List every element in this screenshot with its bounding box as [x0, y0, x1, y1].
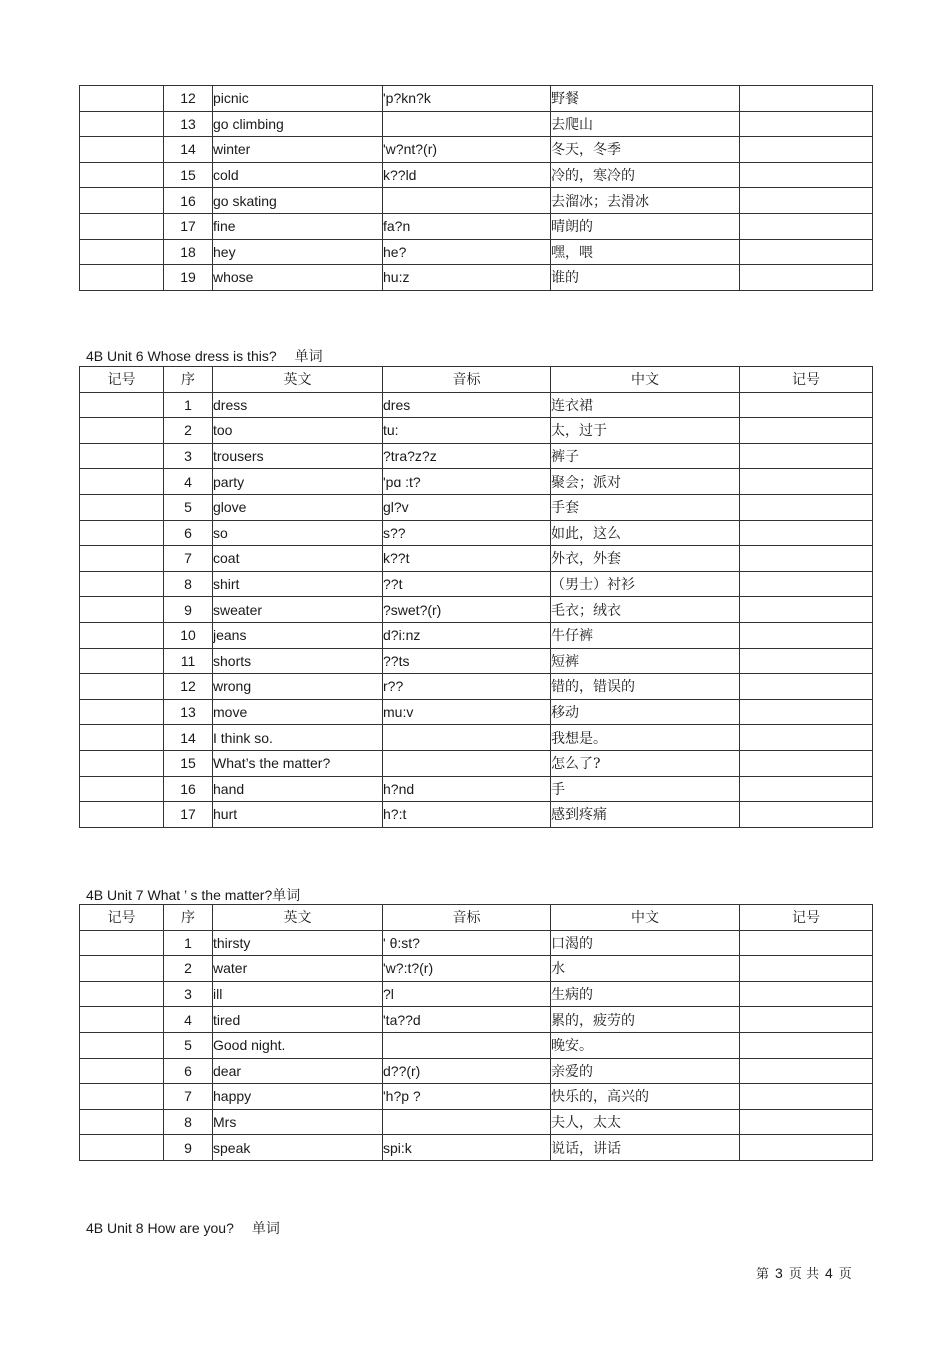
- chinese-cell: 谁的: [551, 265, 740, 291]
- chinese-cell: 亲爱的: [551, 1058, 740, 1084]
- mark-cell: [80, 520, 164, 546]
- mark-cell: [80, 1058, 164, 1084]
- chinese-cell: 裤子: [551, 443, 740, 469]
- chinese-cell: 冬天，冬季: [551, 137, 740, 163]
- english-cell: tired: [213, 1007, 383, 1033]
- english-cell: What’s the matter?: [213, 750, 383, 776]
- number-cell: 1: [164, 392, 213, 418]
- table-row: [80, 597, 873, 623]
- mark-cell: [740, 776, 873, 802]
- number-cell: 14: [164, 725, 213, 751]
- mark-cell: [740, 981, 873, 1007]
- mark-cell: [80, 494, 164, 520]
- english-cell: speak: [213, 1135, 383, 1161]
- number-cell: 15: [164, 750, 213, 776]
- english-cell: sweater: [213, 597, 383, 623]
- chinese-cell: 手套: [551, 494, 740, 520]
- mark-cell: [80, 418, 164, 444]
- mark-cell: [80, 699, 164, 725]
- table-row: [80, 469, 873, 495]
- number-cell: 15: [164, 162, 213, 188]
- mark-cell: [80, 111, 164, 137]
- phonetic-cell: r??: [383, 674, 551, 700]
- footer-label-end: 页: [838, 1267, 852, 1282]
- mark-cell: [740, 750, 873, 776]
- mark-cell: [740, 930, 873, 956]
- mark-cell: [740, 546, 873, 572]
- mark-cell: [740, 188, 873, 214]
- mark-cell: [80, 1084, 164, 1110]
- number-cell: 3: [164, 443, 213, 469]
- english-cell: move: [213, 699, 383, 725]
- phonetic-cell: 'p?kn?k: [383, 86, 551, 112]
- table-row: [80, 956, 873, 982]
- mark-cell: [740, 1032, 873, 1058]
- phonetic-cell: [383, 750, 551, 776]
- chinese-cell: 去爬山: [551, 111, 740, 137]
- chinese-cell: 我想是。: [551, 725, 740, 751]
- english-cell: fine: [213, 213, 383, 239]
- chinese-cell: 外衣，外套: [551, 546, 740, 572]
- chinese-cell: 如此，这么: [551, 520, 740, 546]
- number-cell: 6: [164, 1058, 213, 1084]
- table-row: [80, 188, 873, 214]
- phonetic-cell: d??(r): [383, 1058, 551, 1084]
- phonetic-cell: ??t: [383, 571, 551, 597]
- phonetic-cell: 'w?nt?(r): [383, 137, 551, 163]
- col-header-phonetic: 音标: [383, 367, 551, 393]
- mark-cell: [740, 622, 873, 648]
- phonetic-cell: [383, 1109, 551, 1135]
- phonetic-cell: d?i:nz: [383, 622, 551, 648]
- mark-cell: [740, 1109, 873, 1135]
- mark-cell: [740, 956, 873, 982]
- english-cell: dress: [213, 392, 383, 418]
- phonetic-cell: mu:v: [383, 699, 551, 725]
- mark-cell: [740, 699, 873, 725]
- number-cell: 17: [164, 802, 213, 828]
- chinese-cell: 说话，讲话: [551, 1135, 740, 1161]
- col-header-phonetic: 音标: [383, 905, 551, 931]
- unit7-heading: [86, 885, 300, 905]
- number-cell: 7: [164, 1084, 213, 1110]
- mark-cell: [740, 137, 873, 163]
- phonetic-cell: s??: [383, 520, 551, 546]
- phonetic-cell: h?nd: [383, 776, 551, 802]
- table-header-row: [80, 367, 873, 393]
- english-cell: thirsty: [213, 930, 383, 956]
- col-header-chinese: 中文: [551, 905, 740, 931]
- table-row: [80, 443, 873, 469]
- footer-label-of: 页 共: [788, 1267, 819, 1282]
- number-cell: 14: [164, 137, 213, 163]
- chinese-cell: 夫人，太太: [551, 1109, 740, 1135]
- chinese-cell: 口渴的: [551, 930, 740, 956]
- table-row: [80, 162, 873, 188]
- table-row: [80, 520, 873, 546]
- english-cell: whose: [213, 265, 383, 291]
- number-cell: 12: [164, 86, 213, 112]
- mark-cell: [80, 443, 164, 469]
- footer-label-page: 第: [756, 1267, 770, 1282]
- english-cell: hand: [213, 776, 383, 802]
- phonetic-cell: [383, 111, 551, 137]
- mark-cell: [80, 930, 164, 956]
- table-row: [80, 1109, 873, 1135]
- phonetic-cell: 'pɑ :t?: [383, 469, 551, 495]
- footer-page-number: 3: [775, 1265, 783, 1281]
- mark-cell: [80, 1032, 164, 1058]
- mark-cell: [80, 802, 164, 828]
- english-cell: ill: [213, 981, 383, 1007]
- table-row: [80, 1135, 873, 1161]
- mark-cell: [740, 571, 873, 597]
- english-cell: cold: [213, 162, 383, 188]
- unit7-title: 4B Unit 7 What ’ s the matter?: [86, 887, 273, 903]
- chinese-cell: 错的，错误的: [551, 674, 740, 700]
- phonetic-cell: 'h?p ?: [383, 1084, 551, 1110]
- english-cell: trousers: [213, 443, 383, 469]
- chinese-cell: （男士）衬衫: [551, 571, 740, 597]
- phonetic-cell: fa?n: [383, 213, 551, 239]
- mark-cell: [80, 750, 164, 776]
- unit7-tag: 单词: [272, 888, 301, 904]
- mark-cell: [740, 469, 873, 495]
- number-cell: 19: [164, 265, 213, 291]
- table-row: [80, 86, 873, 112]
- number-cell: 5: [164, 1032, 213, 1058]
- english-cell: party: [213, 469, 383, 495]
- english-cell: water: [213, 956, 383, 982]
- number-cell: 17: [164, 213, 213, 239]
- footer-total-pages: 4: [824, 1265, 833, 1281]
- table-row: [80, 239, 873, 265]
- table-row: [80, 981, 873, 1007]
- english-cell: wrong: [213, 674, 383, 700]
- phonetic-cell: ??ts: [383, 648, 551, 674]
- mark-cell: [740, 1084, 873, 1110]
- table-row: [80, 622, 873, 648]
- chinese-cell: 连衣裙: [551, 392, 740, 418]
- english-cell: too: [213, 418, 383, 444]
- english-cell: picnic: [213, 86, 383, 112]
- table-row: [80, 418, 873, 444]
- table-row: [80, 1058, 873, 1084]
- phonetic-cell: gl?v: [383, 494, 551, 520]
- col-header-num: 序: [164, 367, 213, 393]
- number-cell: 8: [164, 1109, 213, 1135]
- phonetic-cell: ?swet?(r): [383, 597, 551, 623]
- phonetic-cell: ?tra?z?z: [383, 443, 551, 469]
- vocab-table-unit7: [79, 904, 873, 1161]
- mark-cell: [80, 622, 164, 648]
- mark-cell: [80, 188, 164, 214]
- english-cell: go climbing: [213, 111, 383, 137]
- phonetic-cell: ' θ:st?: [383, 930, 551, 956]
- table-row: [80, 802, 873, 828]
- table-row: [80, 137, 873, 163]
- mark-cell: [80, 239, 164, 265]
- chinese-cell: 冷的，寒冷的: [551, 162, 740, 188]
- table-row: [80, 1084, 873, 1110]
- table-row: [80, 699, 873, 725]
- mark-cell: [740, 597, 873, 623]
- phonetic-cell: h?:t: [383, 802, 551, 828]
- table-row: [80, 725, 873, 751]
- number-cell: 13: [164, 111, 213, 137]
- english-cell: coat: [213, 546, 383, 572]
- mark-cell: [80, 1135, 164, 1161]
- english-cell: happy: [213, 1084, 383, 1110]
- mark-cell: [80, 674, 164, 700]
- mark-cell: [80, 776, 164, 802]
- number-cell: 16: [164, 776, 213, 802]
- number-cell: 4: [164, 469, 213, 495]
- mark-cell: [740, 802, 873, 828]
- mark-cell: [80, 137, 164, 163]
- phonetic-cell: he?: [383, 239, 551, 265]
- chinese-cell: 生病的: [551, 981, 740, 1007]
- number-cell: 12: [164, 674, 213, 700]
- table-row: [80, 930, 873, 956]
- col-header-english: 英文: [213, 905, 383, 931]
- unit8-title: 4B Unit 8 How are you?: [86, 1220, 234, 1236]
- page-footer: [756, 1263, 858, 1282]
- number-cell: 18: [164, 239, 213, 265]
- mark-cell: [80, 86, 164, 112]
- phonetic-cell: [383, 725, 551, 751]
- table-header-row: [80, 905, 873, 931]
- mark-cell: [740, 1135, 873, 1161]
- english-cell: winter: [213, 137, 383, 163]
- chinese-cell: 快乐的，高兴的: [551, 1084, 740, 1110]
- number-cell: 1: [164, 930, 213, 956]
- mark-cell: [740, 265, 873, 291]
- english-cell: hey: [213, 239, 383, 265]
- phonetic-cell: spi:k: [383, 1135, 551, 1161]
- number-cell: 5: [164, 494, 213, 520]
- mark-cell: [80, 648, 164, 674]
- english-cell: go skating: [213, 188, 383, 214]
- vocab-table-unit6: [79, 366, 873, 828]
- mark-cell: [740, 674, 873, 700]
- table-row: [80, 674, 873, 700]
- number-cell: 16: [164, 188, 213, 214]
- chinese-cell: 手: [551, 776, 740, 802]
- unit6-tag: 单词: [294, 349, 323, 365]
- phonetic-cell: k??ld: [383, 162, 551, 188]
- table-row: [80, 648, 873, 674]
- mark-cell: [740, 392, 873, 418]
- number-cell: 11: [164, 648, 213, 674]
- english-cell: Good night.: [213, 1032, 383, 1058]
- table-row: [80, 546, 873, 572]
- chinese-cell: 毛衣；绒衣: [551, 597, 740, 623]
- number-cell: 2: [164, 418, 213, 444]
- phonetic-cell: tu:: [383, 418, 551, 444]
- english-cell: so: [213, 520, 383, 546]
- phonetic-cell: [383, 1032, 551, 1058]
- phonetic-cell: k??t: [383, 546, 551, 572]
- chinese-cell: 移动: [551, 699, 740, 725]
- chinese-cell: 晴朗的: [551, 213, 740, 239]
- mark-cell: [740, 418, 873, 444]
- mark-cell: [80, 162, 164, 188]
- mark-cell: [80, 981, 164, 1007]
- number-cell: 10: [164, 622, 213, 648]
- mark-cell: [740, 1007, 873, 1033]
- number-cell: 8: [164, 571, 213, 597]
- phonetic-cell: 'w?:t?(r): [383, 956, 551, 982]
- chinese-cell: 嘿，喂: [551, 239, 740, 265]
- unit8-tag: 单词: [251, 1221, 280, 1237]
- chinese-cell: 聚会；派对: [551, 469, 740, 495]
- mark-cell: [80, 956, 164, 982]
- vocab-table-unit5-continued: [79, 85, 873, 291]
- table-row: [80, 392, 873, 418]
- number-cell: 13: [164, 699, 213, 725]
- number-cell: 4: [164, 1007, 213, 1033]
- number-cell: 7: [164, 546, 213, 572]
- col-header-mark2: 记号: [740, 905, 873, 931]
- mark-cell: [740, 725, 873, 751]
- table-row: [80, 1032, 873, 1058]
- mark-cell: [740, 648, 873, 674]
- table-row: [80, 571, 873, 597]
- english-cell: Mrs: [213, 1109, 383, 1135]
- mark-cell: [740, 213, 873, 239]
- mark-cell: [80, 1109, 164, 1135]
- mark-cell: [740, 520, 873, 546]
- mark-cell: [740, 239, 873, 265]
- table-row: [80, 111, 873, 137]
- chinese-cell: 累的，疲劳的: [551, 1007, 740, 1033]
- table-row: [80, 213, 873, 239]
- mark-cell: [80, 265, 164, 291]
- number-cell: 9: [164, 597, 213, 623]
- english-cell: glove: [213, 494, 383, 520]
- mark-cell: [740, 1058, 873, 1084]
- table-row: [80, 494, 873, 520]
- mark-cell: [80, 392, 164, 418]
- english-cell: hurt: [213, 802, 383, 828]
- mark-cell: [80, 1007, 164, 1033]
- table-row: [80, 776, 873, 802]
- chinese-cell: 水: [551, 956, 740, 982]
- unit6-title: 4B Unit 6 Whose dress is this?: [86, 348, 277, 364]
- mark-cell: [740, 86, 873, 112]
- phonetic-cell: 'ta??d: [383, 1007, 551, 1033]
- number-cell: 3: [164, 981, 213, 1007]
- mark-cell: [80, 725, 164, 751]
- mark-cell: [740, 443, 873, 469]
- number-cell: 9: [164, 1135, 213, 1161]
- mark-cell: [80, 597, 164, 623]
- mark-cell: [80, 546, 164, 572]
- chinese-cell: 怎么了?: [551, 750, 740, 776]
- phonetic-cell: [383, 188, 551, 214]
- english-cell: dear: [213, 1058, 383, 1084]
- mark-cell: [80, 213, 164, 239]
- english-cell: shorts: [213, 648, 383, 674]
- chinese-cell: 感到疼痛: [551, 802, 740, 828]
- chinese-cell: 晚安。: [551, 1032, 740, 1058]
- phonetic-cell: dres: [383, 392, 551, 418]
- mark-cell: [740, 494, 873, 520]
- phonetic-cell: hu:z: [383, 265, 551, 291]
- unit6-heading: [86, 346, 323, 366]
- number-cell: 2: [164, 956, 213, 982]
- col-header-english: 英文: [213, 367, 383, 393]
- mark-cell: [740, 111, 873, 137]
- mark-cell: [80, 571, 164, 597]
- table-row: [80, 1007, 873, 1033]
- unit8-heading: [86, 1218, 280, 1238]
- chinese-cell: 太，过于: [551, 418, 740, 444]
- number-cell: 6: [164, 520, 213, 546]
- chinese-cell: 野餐: [551, 86, 740, 112]
- english-cell: shirt: [213, 571, 383, 597]
- chinese-cell: 去溜冰；去滑冰: [551, 188, 740, 214]
- mark-cell: [740, 162, 873, 188]
- mark-cell: [80, 469, 164, 495]
- english-cell: I think so.: [213, 725, 383, 751]
- english-cell: jeans: [213, 622, 383, 648]
- phonetic-cell: ?l: [383, 981, 551, 1007]
- col-header-mark: 记号: [80, 367, 164, 393]
- chinese-cell: 牛仔裤: [551, 622, 740, 648]
- chinese-cell: 短裤: [551, 648, 740, 674]
- col-header-chinese: 中文: [551, 367, 740, 393]
- table-row: [80, 265, 873, 291]
- col-header-num: 序: [164, 905, 213, 931]
- col-header-mark2: 记号: [740, 367, 873, 393]
- col-header-mark: 记号: [80, 905, 164, 931]
- table-row: [80, 750, 873, 776]
